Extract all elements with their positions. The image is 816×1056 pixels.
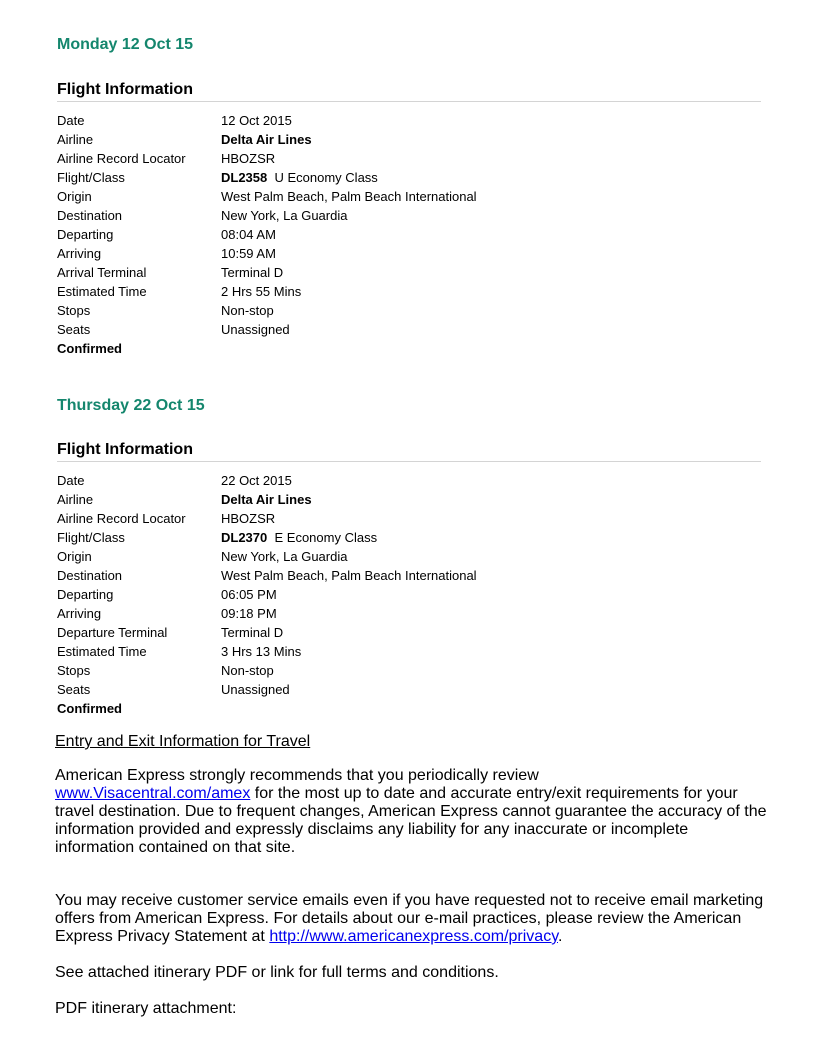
day-heading: Thursday 22 Oct 15	[57, 397, 205, 414]
terminal-value: Terminal D	[221, 265, 284, 280]
status-label: Confirmed	[57, 701, 122, 716]
row-airline	[57, 490, 477, 509]
airline-value: Delta Air Lines	[221, 492, 312, 507]
estimated-time-value: 3 Hrs 13 Mins	[221, 644, 302, 659]
stops-value: Non-stop	[221, 663, 274, 678]
row-stops	[57, 661, 477, 680]
row-estimated-time	[57, 642, 477, 661]
row-status	[57, 339, 477, 358]
row-origin	[57, 187, 477, 206]
date-label: Date	[57, 113, 85, 128]
destination-label: Destination	[57, 208, 123, 223]
airline-label: Airline	[57, 492, 94, 507]
estimated-time-label: Estimated Time	[57, 284, 147, 299]
row-seats	[57, 680, 477, 699]
arriving-label: Arriving	[57, 606, 102, 621]
terminal-label: Arrival Terminal	[57, 265, 147, 280]
flight-class-value	[221, 168, 378, 187]
origin-label: Origin	[57, 189, 92, 204]
row-destination	[57, 206, 477, 225]
entry-exit-title: Entry and Exit Information for Travel	[55, 733, 311, 750]
flight-info-table	[57, 111, 477, 358]
row-arriving	[57, 604, 477, 623]
visacentral-link[interactable]: www.Visacentral.com/amex	[55, 785, 251, 802]
departing-value: 08:04 AM	[221, 227, 276, 242]
departing-label: Departing	[57, 227, 114, 242]
day-heading: Monday 12 Oct 15	[57, 36, 194, 53]
row-destination	[57, 566, 477, 585]
entry-exit-lead: American Express strongly recommends that you periodically review	[55, 767, 539, 784]
flight-class-label: Flight/Class	[57, 170, 125, 185]
terminal-value: Terminal D	[221, 625, 284, 640]
flight-number: DL2370	[221, 530, 268, 545]
privacy-trailing: .	[558, 928, 563, 945]
arriving-value: 09:18 PM	[221, 606, 277, 621]
row-departing	[57, 585, 477, 604]
row-date	[57, 471, 477, 490]
date-label: Date	[57, 473, 85, 488]
stops-label: Stops	[57, 303, 91, 318]
row-flight-class	[57, 528, 477, 547]
estimated-time-label: Estimated Time	[57, 644, 147, 659]
row-terminal	[57, 623, 477, 642]
origin-value: West Palm Beach, Palm Beach International	[221, 189, 477, 204]
date-value: 12 Oct 2015	[221, 113, 292, 128]
flight-number: DL2358	[221, 170, 268, 185]
record-locator-label: Airline Record Locator	[57, 151, 186, 166]
seats-label: Seats	[57, 322, 91, 337]
row-origin	[57, 547, 477, 566]
terms-note: See attached itinerary PDF or link for full terms and conditions.	[55, 964, 499, 981]
flight-class: E Economy Class	[274, 530, 378, 545]
destination-value: West Palm Beach, Palm Beach International	[221, 568, 477, 583]
status-label: Confirmed	[57, 341, 122, 356]
flight-class-label: Flight/Class	[57, 530, 125, 545]
row-record-locator	[57, 149, 477, 168]
entry-exit-rest: for the most up to date and accurate entry/exit requirements for your travel destination. Due to frequent changes, American Express cannot guarantee the accuracy of the information provided and expressly disclaims any liability for any inaccurate or incomplete information contained on that site.	[55, 785, 767, 856]
row-record-locator	[57, 509, 477, 528]
seats-value: Unassigned	[221, 322, 290, 337]
origin-label: Origin	[57, 549, 92, 564]
origin-value: New York, La Guardia	[221, 549, 348, 564]
row-estimated-time	[57, 282, 477, 301]
privacy-text: You may receive customer service emails even if you have requested not to receive email marketing offers from American Express. For details about our e-mail practices, please review the American Express Privacy Statement at	[55, 892, 764, 945]
row-flight-class	[57, 168, 477, 187]
row-stops	[57, 301, 477, 320]
row-seats	[57, 320, 477, 339]
seats-value: Unassigned	[221, 682, 290, 697]
row-status	[57, 699, 477, 718]
entry-exit-paragraph	[55, 767, 770, 857]
record-locator-label: Airline Record Locator	[57, 511, 186, 526]
stops-value: Non-stop	[221, 303, 274, 318]
arriving-label: Arriving	[57, 246, 102, 261]
row-date	[57, 111, 477, 130]
terminal-label: Departure Terminal	[57, 625, 168, 640]
arriving-value: 10:59 AM	[221, 246, 276, 261]
seats-label: Seats	[57, 682, 91, 697]
flight-info-table	[57, 471, 477, 718]
record-locator-value: HBOZSR	[221, 511, 276, 526]
pdf-note: PDF itinerary attachment:	[55, 1000, 237, 1017]
privacy-paragraph	[55, 892, 770, 946]
estimated-time-value: 2 Hrs 55 Mins	[221, 284, 302, 299]
flight-class-value	[221, 528, 377, 547]
row-departing	[57, 225, 477, 244]
record-locator-value: HBOZSR	[221, 151, 276, 166]
airline-label: Airline	[57, 132, 94, 147]
airline-value: Delta Air Lines	[221, 132, 312, 147]
row-arriving	[57, 244, 477, 263]
departing-label: Departing	[57, 587, 114, 602]
date-value: 22 Oct 2015	[221, 473, 292, 488]
destination-value: New York, La Guardia	[221, 208, 348, 223]
departing-value: 06:05 PM	[221, 587, 277, 602]
stops-label: Stops	[57, 663, 91, 678]
flight-info-title: Flight Information	[57, 81, 761, 102]
flight-info-title: Flight Information	[57, 441, 761, 462]
flight-class: U Economy Class	[274, 170, 378, 185]
row-terminal	[57, 263, 477, 282]
privacy-link[interactable]: http://www.americanexpress.com/privacy	[269, 928, 558, 945]
row-airline	[57, 130, 477, 149]
destination-label: Destination	[57, 568, 123, 583]
